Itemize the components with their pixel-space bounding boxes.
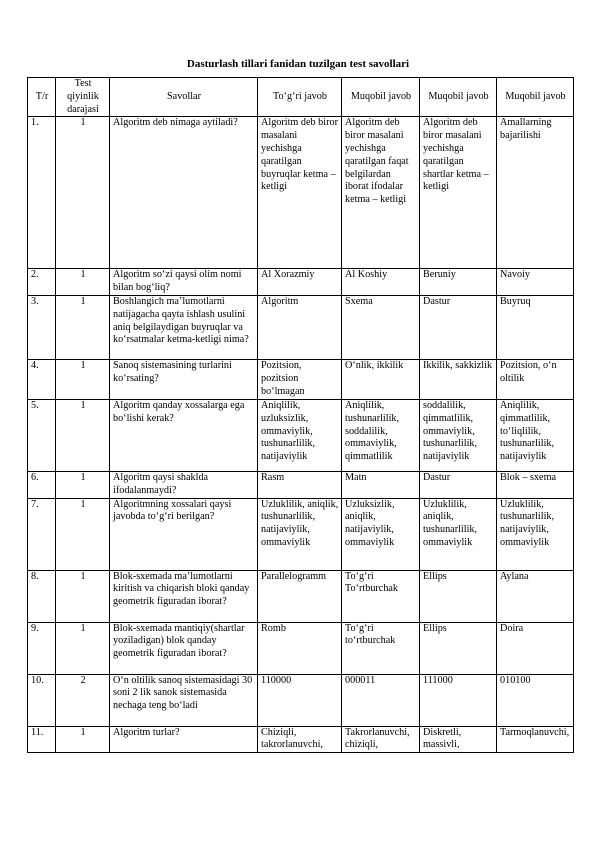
difficulty-level: 1 <box>56 269 110 296</box>
question-text: Sanoq sistemasining turlarini ko‘rsating? <box>110 359 258 399</box>
table-row <box>28 674 574 726</box>
row-number: 4. <box>28 359 56 399</box>
header-correct-answer: To‘g‘ri javob <box>258 78 342 117</box>
alternative-answer-2: soddalilik, qimmatlilik, ommaviylik, tushunarlilik, natijaviylik <box>420 399 497 471</box>
difficulty-level: 1 <box>56 726 110 753</box>
row-number: 3. <box>28 295 56 359</box>
table-row <box>28 498 574 570</box>
alternative-answer-3: Tarmoqlanuvchi, <box>497 726 574 753</box>
alternative-answer-1: Uzluksizlik, aniqlik, natijaviylik, ommaviylik <box>342 498 420 570</box>
alternative-answer-1: Algoritm deb biror masalani yechishga qaratilgan faqat belgilardan iborat ifodalar ketma – ketligi <box>342 117 420 269</box>
difficulty-level: 1 <box>56 399 110 471</box>
alternative-answer-2: 111000 <box>420 674 497 726</box>
difficulty-level: 1 <box>56 498 110 570</box>
row-number: 1. <box>28 117 56 269</box>
question-text: Algoritmning xossalari qaysi javobda to‘g‘ri berilgan? <box>110 498 258 570</box>
difficulty-level: 1 <box>56 117 110 269</box>
alternative-answer-1: 000011 <box>342 674 420 726</box>
correct-answer: Romb <box>258 622 342 674</box>
alternative-answer-2: Algoritm deb biror masalani yechishga qaratilgan shartlar ketma – ketligi <box>420 117 497 269</box>
alternative-answer-1: Matn <box>342 471 420 498</box>
row-number: 11. <box>28 726 56 753</box>
table-body <box>28 117 574 753</box>
correct-answer: Algoritm <box>258 295 342 359</box>
table-row <box>28 726 574 753</box>
table-header <box>28 78 574 117</box>
row-number: 10. <box>28 674 56 726</box>
alternative-answer-1: To‘g‘ri To‘rtburchak <box>342 570 420 622</box>
table-row <box>28 471 574 498</box>
table-row <box>28 622 574 674</box>
correct-answer: Rasm <box>258 471 342 498</box>
row-number: 2. <box>28 269 56 296</box>
question-text: Algoritm qanday xossalarga ega bo‘lishi kerak? <box>110 399 258 471</box>
question-text: Blok-sxemada mantiqiy(shartlar yoziladigan) blok qanday geometrik figuradan iborat? <box>110 622 258 674</box>
header-questions: Savollar <box>110 78 258 117</box>
alternative-answer-1: O‘nlik, ikkilik <box>342 359 420 399</box>
table-row <box>28 117 574 269</box>
table-row <box>28 570 574 622</box>
difficulty-level: 1 <box>56 471 110 498</box>
alternative-answer-3: Blok – sxema <box>497 471 574 498</box>
difficulty-level: 1 <box>56 570 110 622</box>
alternative-answer-2: Ikkilik, sakkizlik <box>420 359 497 399</box>
correct-answer: Chiziqli, takrorlanuvchi, <box>258 726 342 753</box>
header-alternative-2: Muqobil javob <box>420 78 497 117</box>
alternative-answer-1: Takrorlanuvchi, chiziqli, <box>342 726 420 753</box>
correct-answer: Parallelogramm <box>258 570 342 622</box>
correct-answer: 110000 <box>258 674 342 726</box>
alternative-answer-1: Aniqlilik, tushunarlilik, soddalilik, ommaviylik, qimmatlilik <box>342 399 420 471</box>
alternative-answer-2: Beruniy <box>420 269 497 296</box>
alternative-answer-2: Dastur <box>420 295 497 359</box>
question-text: Blok-sxemada ma’lumotlarni kiritish va chiqarish bloki qanday geometrik figuradan iborat? <box>110 570 258 622</box>
alternative-answer-2: Ellips <box>420 622 497 674</box>
correct-answer: Al Xorazmiy <box>258 269 342 296</box>
document-title: Dasturlash tillari fanidan tuzilgan test savollari <box>186 58 410 70</box>
header-difficulty: Test qiyinlik darajasi <box>56 78 110 117</box>
question-text: Algoritm deb nimaga aytiladi? <box>110 117 258 269</box>
alternative-answer-3: Aylana <box>497 570 574 622</box>
table-row <box>28 269 574 296</box>
alternative-answer-2: Dastur <box>420 471 497 498</box>
difficulty-level: 1 <box>56 622 110 674</box>
alternative-answer-1: Sxema <box>342 295 420 359</box>
difficulty-level: 1 <box>56 359 110 399</box>
alternative-answer-1: Al Koshiy <box>342 269 420 296</box>
question-text: Algoritm so‘zi qaysi olim nomi bilan bog‘liq? <box>110 269 258 296</box>
question-text: Boshlangich ma’lumotlarni natijagacha qayta ishlash usulini aniq belgilaydigan buyruqlar va ko‘rsatmalar ketma-ketligi nima? <box>110 295 258 359</box>
alternative-answer-2: Ellips <box>420 570 497 622</box>
header-row <box>28 78 574 117</box>
alternative-answer-3: Buyruq <box>497 295 574 359</box>
row-number: 7. <box>28 498 56 570</box>
test-questions-table <box>27 77 574 753</box>
table-row <box>28 295 574 359</box>
header-alternative-3: Muqobil javob <box>497 78 574 117</box>
table-row <box>28 359 574 399</box>
difficulty-level: 1 <box>56 295 110 359</box>
header-alternative-1: Muqobil javob <box>342 78 420 117</box>
alternative-answer-1: To‘g‘ri to‘rtburchak <box>342 622 420 674</box>
alternative-answer-2: Uzluklilik, aniqlik, tushunarlilik, ommaviylik <box>420 498 497 570</box>
correct-answer: Algoritm deb biror masalani yechishga qaratilgan buyruqlar ketma – ketligi <box>258 117 342 269</box>
question-text: Algoritm turlar? <box>110 726 258 753</box>
question-text: Algoritm qaysi shaklda ifodalanmaydi? <box>110 471 258 498</box>
alternative-answer-3: Aniqlilik, qimmatlilik, to‘liqlilik, tushunarlilik, natijaviylik <box>497 399 574 471</box>
correct-answer: Aniqlilik, uzluksizlik, ommaviylik, tushunarlilik, natijaviylik <box>258 399 342 471</box>
alternative-answer-3: Pozitsion, o‘n oltilik <box>497 359 574 399</box>
row-number: 9. <box>28 622 56 674</box>
alternative-answer-2: Diskretli, massivli, <box>420 726 497 753</box>
alternative-answer-3: Navoiy <box>497 269 574 296</box>
table-row <box>28 399 574 471</box>
question-text: O‘n oltilik sanoq sistemasidagi 30 soni 2 lik sanok sistemasida nechaga teng bo‘ladi <box>110 674 258 726</box>
difficulty-level: 2 <box>56 674 110 726</box>
correct-answer: Uzluklilik, aniqlik, tushunarlilik, natijaviylik, ommaviylik <box>258 498 342 570</box>
alternative-answer-3: Doira <box>497 622 574 674</box>
header-number: T/r <box>28 78 56 117</box>
correct-answer: Pozitsion, pozitsion bo‘lmagan <box>258 359 342 399</box>
row-number: 8. <box>28 570 56 622</box>
alternative-answer-3: 010100 <box>497 674 574 726</box>
alternative-answer-3: Uzluklilik, tushunarlilik, natijaviylik, ommaviylik <box>497 498 574 570</box>
alternative-answer-3: Amallarning bajarilishi <box>497 117 574 269</box>
row-number: 6. <box>28 471 56 498</box>
row-number: 5. <box>28 399 56 471</box>
